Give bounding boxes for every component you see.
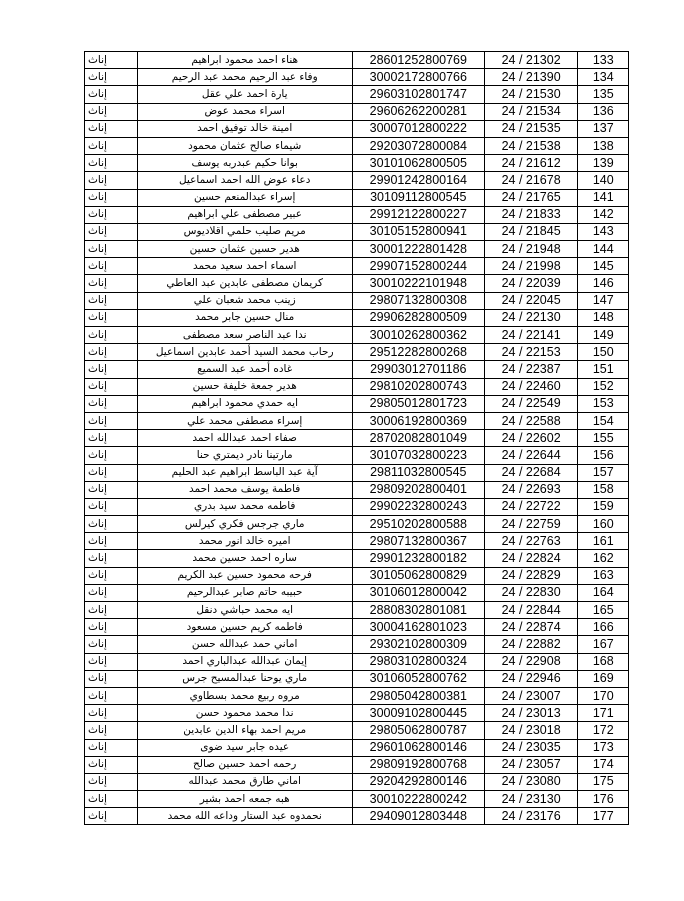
- seat-number-cell: 24 / 22141: [484, 327, 578, 344]
- table-row: [85, 653, 629, 670]
- gender-cell: إناث: [85, 430, 138, 447]
- table-row: [85, 241, 629, 258]
- gender-cell: إناث: [85, 567, 138, 584]
- name-cell: فاطمة يوسف محمد احمد: [137, 481, 352, 498]
- national-id-cell: 30009102800445: [352, 705, 484, 722]
- name-cell: عيده جابر سيد ضوى: [137, 739, 352, 756]
- gender-cell: إناث: [85, 172, 138, 189]
- seat-number-cell: 24 / 22830: [484, 584, 578, 601]
- gender-cell: إناث: [85, 275, 138, 292]
- seat-number-cell: 24 / 23176: [484, 808, 578, 825]
- student-table: [84, 51, 629, 825]
- name-cell: فرحه محمود حسين عبد الكريم: [137, 567, 352, 584]
- table-row: [85, 516, 629, 533]
- gender-cell: إناث: [85, 223, 138, 240]
- gender-cell: إناث: [85, 103, 138, 120]
- name-cell: شيماء صالح عثمان محمود: [137, 137, 352, 154]
- serial-number-cell: 173: [578, 739, 629, 756]
- seat-number-cell: 24 / 21998: [484, 258, 578, 275]
- table-row: [85, 464, 629, 481]
- national-id-cell: 29510202800588: [352, 516, 484, 533]
- name-cell: منال حسين جابر محمد: [137, 309, 352, 326]
- gender-cell: إناث: [85, 550, 138, 567]
- national-id-cell: 29204292800146: [352, 773, 484, 790]
- table-row: [85, 309, 629, 326]
- gender-cell: إناث: [85, 808, 138, 825]
- national-id-cell: 30004162801023: [352, 619, 484, 636]
- table-row: [85, 756, 629, 773]
- table-row: [85, 550, 629, 567]
- gender-cell: إناث: [85, 309, 138, 326]
- table-row: [85, 567, 629, 584]
- gender-cell: إناث: [85, 705, 138, 722]
- name-cell: ندا عبد الناصر سعد مصطفى: [137, 327, 352, 344]
- name-cell: ايه حمدي محمود ابراهيم: [137, 395, 352, 412]
- table-row: [85, 223, 629, 240]
- table-row: [85, 430, 629, 447]
- national-id-cell: 30007012800222: [352, 120, 484, 137]
- national-id-cell: 29203072800084: [352, 137, 484, 154]
- national-id-cell: 30101062800505: [352, 155, 484, 172]
- gender-cell: إناث: [85, 412, 138, 429]
- gender-cell: إناث: [85, 739, 138, 756]
- national-id-cell: 29902232800243: [352, 498, 484, 515]
- serial-number-cell: 159: [578, 498, 629, 515]
- table-row: [85, 172, 629, 189]
- table-row: [85, 206, 629, 223]
- name-cell: إسراء مصطفى محمد علي: [137, 412, 352, 429]
- name-cell: إسراء عبدالمنعم حسين: [137, 189, 352, 206]
- table-row: [85, 602, 629, 619]
- name-cell: صفاء احمد عبدالله احمد: [137, 430, 352, 447]
- seat-number-cell: 24 / 22946: [484, 670, 578, 687]
- serial-number-cell: 139: [578, 155, 629, 172]
- national-id-cell: 30105152800941: [352, 223, 484, 240]
- table-row: [85, 722, 629, 739]
- serial-number-cell: 170: [578, 687, 629, 704]
- serial-number-cell: 142: [578, 206, 629, 223]
- name-cell: مروه ربيع محمد بسطاوي: [137, 687, 352, 704]
- national-id-cell: 29409012803448: [352, 808, 484, 825]
- national-id-cell: 30010262800362: [352, 327, 484, 344]
- serial-number-cell: 135: [578, 86, 629, 103]
- serial-number-cell: 150: [578, 344, 629, 361]
- table-row: [85, 258, 629, 275]
- table-row: [85, 52, 629, 69]
- seat-number-cell: 24 / 21833: [484, 206, 578, 223]
- table-row: [85, 584, 629, 601]
- table-row: [85, 412, 629, 429]
- seat-number-cell: 24 / 22824: [484, 550, 578, 567]
- seat-number-cell: 24 / 22644: [484, 447, 578, 464]
- seat-number-cell: 24 / 21390: [484, 69, 578, 86]
- name-cell: اميره خالد انور محمد: [137, 533, 352, 550]
- seat-number-cell: 24 / 23080: [484, 773, 578, 790]
- seat-number-cell: 24 / 21845: [484, 223, 578, 240]
- name-cell: يارة احمد علي عقل: [137, 86, 352, 103]
- table-row: [85, 361, 629, 378]
- table-row: [85, 705, 629, 722]
- seat-number-cell: 24 / 21948: [484, 241, 578, 258]
- national-id-cell: 29606262200281: [352, 103, 484, 120]
- name-cell: بوانا حكيم عبدربه يوسف: [137, 155, 352, 172]
- seat-number-cell: 24 / 23007: [484, 687, 578, 704]
- serial-number-cell: 169: [578, 670, 629, 687]
- gender-cell: إناث: [85, 464, 138, 481]
- gender-cell: إناث: [85, 602, 138, 619]
- national-id-cell: 29805012801723: [352, 395, 484, 412]
- name-cell: هدير جمعة خليفة حسين: [137, 378, 352, 395]
- table-row: [85, 86, 629, 103]
- national-id-cell: 29807132800308: [352, 292, 484, 309]
- serial-number-cell: 138: [578, 137, 629, 154]
- table-row: [85, 69, 629, 86]
- serial-number-cell: 164: [578, 584, 629, 601]
- name-cell: مريم احمد بهاء الدين عابدين: [137, 722, 352, 739]
- national-id-cell: 29302102800309: [352, 636, 484, 653]
- national-id-cell: 30002172800766: [352, 69, 484, 86]
- serial-number-cell: 177: [578, 808, 629, 825]
- name-cell: وفاء عبد الرحيم محمد عبد الرحيم: [137, 69, 352, 86]
- gender-cell: إناث: [85, 653, 138, 670]
- gender-cell: إناث: [85, 584, 138, 601]
- seat-number-cell: 24 / 21535: [484, 120, 578, 137]
- seat-number-cell: 24 / 22549: [484, 395, 578, 412]
- serial-number-cell: 176: [578, 791, 629, 808]
- serial-number-cell: 161: [578, 533, 629, 550]
- national-id-cell: 29903012701186: [352, 361, 484, 378]
- gender-cell: إناث: [85, 395, 138, 412]
- name-cell: إيمان عبدالله عبدالباري احمد: [137, 653, 352, 670]
- table-row: [85, 481, 629, 498]
- gender-cell: إناث: [85, 773, 138, 790]
- national-id-cell: 30010222101948: [352, 275, 484, 292]
- name-cell: رحمه احمد حسين صالح: [137, 756, 352, 773]
- serial-number-cell: 163: [578, 567, 629, 584]
- national-id-cell: 29901242800164: [352, 172, 484, 189]
- table-row: [85, 773, 629, 790]
- table-row: [85, 120, 629, 137]
- gender-cell: إناث: [85, 52, 138, 69]
- name-cell: مريم صليب حلمي اقلاديوس: [137, 223, 352, 240]
- table-row: [85, 447, 629, 464]
- serial-number-cell: 136: [578, 103, 629, 120]
- gender-cell: إناث: [85, 498, 138, 515]
- gender-cell: إناث: [85, 791, 138, 808]
- table-row: [85, 498, 629, 515]
- national-id-cell: 29603102801747: [352, 86, 484, 103]
- national-id-cell: 28601252800769: [352, 52, 484, 69]
- gender-cell: إناث: [85, 292, 138, 309]
- table-row: [85, 155, 629, 172]
- national-id-cell: 29809192800768: [352, 756, 484, 773]
- student-list-sheet: [84, 51, 629, 825]
- seat-number-cell: 24 / 22722: [484, 498, 578, 515]
- table-row: [85, 670, 629, 687]
- name-cell: هناء احمد محمود ابراهيم: [137, 52, 352, 69]
- seat-number-cell: 24 / 21534: [484, 103, 578, 120]
- seat-number-cell: 24 / 22684: [484, 464, 578, 481]
- national-id-cell: 29803102800324: [352, 653, 484, 670]
- name-cell: اماني طارق محمد عبدالله: [137, 773, 352, 790]
- table-row: [85, 137, 629, 154]
- gender-cell: إناث: [85, 155, 138, 172]
- seat-number-cell: 24 / 21678: [484, 172, 578, 189]
- table-row: [85, 636, 629, 653]
- table-row: [85, 103, 629, 120]
- name-cell: ساره احمد حسين محمد: [137, 550, 352, 567]
- gender-cell: إناث: [85, 447, 138, 464]
- gender-cell: إناث: [85, 69, 138, 86]
- gender-cell: إناث: [85, 756, 138, 773]
- serial-number-cell: 165: [578, 602, 629, 619]
- serial-number-cell: 152: [578, 378, 629, 395]
- seat-number-cell: 24 / 21302: [484, 52, 578, 69]
- name-cell: اسراء محمد عوض: [137, 103, 352, 120]
- serial-number-cell: 155: [578, 430, 629, 447]
- seat-number-cell: 24 / 21530: [484, 86, 578, 103]
- gender-cell: إناث: [85, 619, 138, 636]
- serial-number-cell: 151: [578, 361, 629, 378]
- serial-number-cell: 141: [578, 189, 629, 206]
- seat-number-cell: 24 / 23018: [484, 722, 578, 739]
- gender-cell: إناث: [85, 120, 138, 137]
- seat-number-cell: 24 / 22759: [484, 516, 578, 533]
- seat-number-cell: 24 / 22039: [484, 275, 578, 292]
- serial-number-cell: 134: [578, 69, 629, 86]
- serial-number-cell: 137: [578, 120, 629, 137]
- seat-number-cell: 24 / 21612: [484, 155, 578, 172]
- national-id-cell: 29805062800787: [352, 722, 484, 739]
- gender-cell: إناث: [85, 378, 138, 395]
- serial-number-cell: 160: [578, 516, 629, 533]
- serial-number-cell: 172: [578, 722, 629, 739]
- national-id-cell: 29512282800268: [352, 344, 484, 361]
- name-cell: ايه محمد حباشي دنقل: [137, 602, 352, 619]
- table-row: [85, 327, 629, 344]
- seat-number-cell: 24 / 23057: [484, 756, 578, 773]
- seat-number-cell: 24 / 22882: [484, 636, 578, 653]
- table-body: [85, 52, 629, 825]
- seat-number-cell: 24 / 23130: [484, 791, 578, 808]
- national-id-cell: 29810202800743: [352, 378, 484, 395]
- gender-cell: إناث: [85, 137, 138, 154]
- serial-number-cell: 148: [578, 309, 629, 326]
- name-cell: اسماء احمد سعيد محمد: [137, 258, 352, 275]
- national-id-cell: 29907152800244: [352, 258, 484, 275]
- gender-cell: إناث: [85, 516, 138, 533]
- gender-cell: إناث: [85, 86, 138, 103]
- gender-cell: إناث: [85, 258, 138, 275]
- table-row: [85, 533, 629, 550]
- seat-number-cell: 24 / 22387: [484, 361, 578, 378]
- serial-number-cell: 144: [578, 241, 629, 258]
- serial-number-cell: 168: [578, 653, 629, 670]
- table-row: [85, 292, 629, 309]
- national-id-cell: 29912122800227: [352, 206, 484, 223]
- national-id-cell: 30106052800762: [352, 670, 484, 687]
- national-id-cell: 28702082801049: [352, 430, 484, 447]
- seat-number-cell: 24 / 22844: [484, 602, 578, 619]
- name-cell: ماري يوحنا عبدالمسيح جرس: [137, 670, 352, 687]
- name-cell: مارتينا نادر ديمتري حنا: [137, 447, 352, 464]
- serial-number-cell: 162: [578, 550, 629, 567]
- seat-number-cell: 24 / 22763: [484, 533, 578, 550]
- table-row: [85, 275, 629, 292]
- name-cell: دعاء عوض الله احمد اسماعيل: [137, 172, 352, 189]
- gender-cell: إناث: [85, 327, 138, 344]
- name-cell: امينة خالد توفيق احمد: [137, 120, 352, 137]
- serial-number-cell: 143: [578, 223, 629, 240]
- serial-number-cell: 145: [578, 258, 629, 275]
- name-cell: كريمان مصطفى عابدين عبد العاطي: [137, 275, 352, 292]
- national-id-cell: 30006192800369: [352, 412, 484, 429]
- name-cell: فاطمه كريم حسين مسعود: [137, 619, 352, 636]
- table-row: [85, 791, 629, 808]
- national-id-cell: 29811032800545: [352, 464, 484, 481]
- name-cell: رحاب محمد السيد أحمد عابدين اسماعيل: [137, 344, 352, 361]
- national-id-cell: 29807132800367: [352, 533, 484, 550]
- national-id-cell: 28808302801081: [352, 602, 484, 619]
- national-id-cell: 30001222801428: [352, 241, 484, 258]
- national-id-cell: 29601062800146: [352, 739, 484, 756]
- national-id-cell: 30010222800242: [352, 791, 484, 808]
- seat-number-cell: 24 / 23035: [484, 739, 578, 756]
- national-id-cell: 29805042800381: [352, 687, 484, 704]
- gender-cell: إناث: [85, 361, 138, 378]
- serial-number-cell: 154: [578, 412, 629, 429]
- table-row: [85, 619, 629, 636]
- gender-cell: إناث: [85, 344, 138, 361]
- seat-number-cell: 24 / 22460: [484, 378, 578, 395]
- gender-cell: إناث: [85, 481, 138, 498]
- name-cell: هبه جمعه احمد بشير: [137, 791, 352, 808]
- national-id-cell: 29809202800401: [352, 481, 484, 498]
- seat-number-cell: 24 / 22602: [484, 430, 578, 447]
- name-cell: زينب محمد شعبان علي: [137, 292, 352, 309]
- gender-cell: إناث: [85, 636, 138, 653]
- national-id-cell: 30107032800223: [352, 447, 484, 464]
- serial-number-cell: 174: [578, 756, 629, 773]
- name-cell: ندا محمد محمود حسن: [137, 705, 352, 722]
- gender-cell: إناث: [85, 533, 138, 550]
- serial-number-cell: 133: [578, 52, 629, 69]
- national-id-cell: 30109112800545: [352, 189, 484, 206]
- national-id-cell: 29901232800182: [352, 550, 484, 567]
- serial-number-cell: 140: [578, 172, 629, 189]
- gender-cell: إناث: [85, 670, 138, 687]
- serial-number-cell: 157: [578, 464, 629, 481]
- national-id-cell: 30106012800042: [352, 584, 484, 601]
- name-cell: اماني حمد عبدالله حسن: [137, 636, 352, 653]
- gender-cell: إناث: [85, 241, 138, 258]
- national-id-cell: 29906282800509: [352, 309, 484, 326]
- name-cell: فاطمه محمد سيد بدري: [137, 498, 352, 515]
- seat-number-cell: 24 / 23013: [484, 705, 578, 722]
- serial-number-cell: 166: [578, 619, 629, 636]
- gender-cell: إناث: [85, 687, 138, 704]
- gender-cell: إناث: [85, 722, 138, 739]
- table-row: [85, 739, 629, 756]
- serial-number-cell: 175: [578, 773, 629, 790]
- serial-number-cell: 146: [578, 275, 629, 292]
- seat-number-cell: 24 / 22130: [484, 309, 578, 326]
- serial-number-cell: 156: [578, 447, 629, 464]
- name-cell: نحمدوه عبد الستار وداعه الله محمد: [137, 808, 352, 825]
- gender-cell: إناث: [85, 206, 138, 223]
- table-row: [85, 189, 629, 206]
- seat-number-cell: 24 / 22153: [484, 344, 578, 361]
- seat-number-cell: 24 / 22874: [484, 619, 578, 636]
- seat-number-cell: 24 / 21538: [484, 137, 578, 154]
- seat-number-cell: 24 / 21765: [484, 189, 578, 206]
- name-cell: ماري جرجس فكري كيرلس: [137, 516, 352, 533]
- serial-number-cell: 147: [578, 292, 629, 309]
- table-row: [85, 808, 629, 825]
- name-cell: عبير مصطفى علي ابراهيم: [137, 206, 352, 223]
- name-cell: هدير حسين عثمان حسين: [137, 241, 352, 258]
- seat-number-cell: 24 / 22908: [484, 653, 578, 670]
- serial-number-cell: 149: [578, 327, 629, 344]
- national-id-cell: 30105062800829: [352, 567, 484, 584]
- serial-number-cell: 171: [578, 705, 629, 722]
- gender-cell: إناث: [85, 189, 138, 206]
- serial-number-cell: 153: [578, 395, 629, 412]
- seat-number-cell: 24 / 22588: [484, 412, 578, 429]
- seat-number-cell: 24 / 22829: [484, 567, 578, 584]
- table-row: [85, 344, 629, 361]
- serial-number-cell: 158: [578, 481, 629, 498]
- table-row: [85, 687, 629, 704]
- seat-number-cell: 24 / 22045: [484, 292, 578, 309]
- seat-number-cell: 24 / 22693: [484, 481, 578, 498]
- table-row: [85, 395, 629, 412]
- name-cell: حبيبه حاتم صابر عبدالرحيم: [137, 584, 352, 601]
- table-row: [85, 378, 629, 395]
- serial-number-cell: 167: [578, 636, 629, 653]
- name-cell: غاده أحمد عبد السميع: [137, 361, 352, 378]
- name-cell: آية عبد الباسط ابراهيم عبد الحليم: [137, 464, 352, 481]
